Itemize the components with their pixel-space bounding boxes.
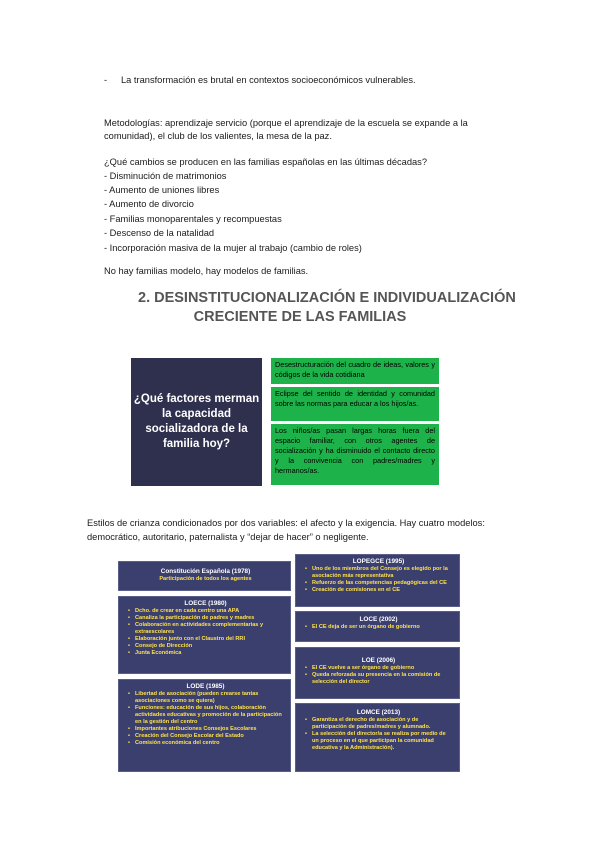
panel-list: [304, 566, 453, 594]
slide-question-text: ¿Qué factores merman la capacidad socializadora de la familia hoy?: [133, 393, 260, 450]
list-item: - Aumento de uniones libres: [104, 185, 220, 195]
panel-title: LOCE (2002): [359, 616, 398, 623]
list-item: • Junta Económica: [135, 650, 284, 657]
list-item: • Refuerzo de las competencias pedagógicas del CE: [312, 580, 453, 587]
lopegce-panel: [295, 554, 460, 607]
slide-title: [130, 289, 516, 327]
list-item: • Creación del Consejo Escolar del Estado: [135, 733, 284, 740]
panel-list: [127, 608, 284, 657]
slide-title-line2: CRECIENTE DE LAS FAMILIAS: [193, 309, 407, 325]
lode-panel: [118, 679, 291, 772]
panel-list: [304, 665, 453, 686]
methodologies-paragraph: Metodologías: aprendizaje servicio (porque el aprendizaje de la escuela se expande a la comunidad), el club de los valientes, la mesa de la paz.: [104, 118, 468, 141]
list-item: - Incorporación masiva de la mujer al trabajo (cambio de roles): [104, 243, 362, 253]
panel-title: LODE (1985): [186, 683, 225, 690]
intro-bullet-marker: -: [104, 75, 108, 85]
constitucion-panel: [118, 561, 291, 591]
parenting-styles-paragraph: Estilos de crianza condicionados por dos variables: el afecto y la exigencia. Hay cuatro modelos: democrático, autoritario, paternalista y “dejar de hacer” o negligente.: [87, 518, 485, 542]
list-item: • Garantiza el derecho de asociación y de participación de padres/madres y alumnado.: [312, 717, 453, 731]
factor-box-2: Eclipse del sentido de identidad y comunidad sobre las normas para educar a los hijos/as.: [271, 387, 439, 421]
loece-panel: [118, 596, 291, 674]
slide-title-line1: 2. DESINSTITUCIONALIZACIÓN E INDIVIDUALIZACIÓN: [138, 290, 516, 306]
list-item: • Comisión económica del centro: [135, 740, 284, 747]
panel-title: LOMCE (2013): [356, 709, 401, 716]
family-changes-question: ¿Qué cambios se producen en las familias españolas en las últimas décadas?: [104, 157, 427, 167]
list-item: - Descenso de la natalidad: [104, 228, 215, 238]
list-item: • Queda reforzada su presencia en la comisión de selección del director: [312, 672, 453, 686]
loce-panel: [295, 611, 460, 642]
panel-list: [127, 691, 284, 747]
list-item: • Importantes atribuciones Consejos Escolares: [135, 726, 284, 733]
list-item: • Colaboración en actividades complementarias y extraescolares: [135, 622, 284, 636]
loe-panel: [295, 647, 460, 699]
panel-title: LOECE (1980): [184, 600, 227, 607]
panel-list: [304, 624, 453, 631]
list-item: - Aumento de divorcio: [104, 199, 194, 209]
panel-title: LOE (2006): [361, 657, 396, 664]
lomce-panel: [295, 703, 460, 772]
list-item: - Familias monoparentales y recompuestas: [104, 214, 282, 224]
list-item: • Uno de los miembros del Consejo es elegido por la asociación más representativa: [312, 566, 453, 580]
list-item: - Disminución de matrimonios: [104, 171, 227, 181]
list-item: • La selección del director/a se realiza por medio de un proceso en el que participan la comunidad educativa y la Administración).: [312, 731, 453, 752]
list-item: • Consejo de Dirección: [135, 643, 284, 650]
intro-bullet-text: La transformación es brutal en contextos socioeconómicos vulnerables.: [121, 75, 416, 85]
list-item: • Funciones: educación de sus hijos, colaboración actividades educativas y promoción de la participación en la gestión del centro: [135, 705, 284, 726]
list-item: • El CE deja de ser un órgano de gobierno: [312, 624, 453, 631]
list-item: • Libertad de asociación (pueden crearse tantas asociaciones como se quiera): [135, 691, 284, 705]
list-item: • Dcho. de crear en cada centro una APA: [135, 608, 284, 615]
panel-title: LOPEGCE (1995): [352, 558, 405, 565]
factor-box-1: Desestructuración del cuadro de ideas, valores y códigos de la vida cotidiana: [271, 358, 439, 384]
list-item: • Canaliza la participación de padres y madres: [135, 615, 284, 622]
list-item: • El CE vuelve a ser órgano de gobierno: [312, 665, 453, 672]
list-item: • Elaboración junto con el Claustro del RRI: [135, 636, 284, 643]
panel-title: Constitución Española (1978): [160, 568, 251, 575]
slide-question-box: [131, 358, 262, 486]
list-item: • Creación de comisiones en el CE: [312, 587, 453, 594]
no-model-statement: No hay familias modelo, hay modelos de familias.: [104, 266, 309, 276]
panel-subtitle: Participación de todos los agentes: [159, 576, 252, 582]
factor-box-3: Los niños/as pasan largas horas fuera del espacio familiar, con otros agentes de socialización y ha disminuido el contacto directo y la convivencia con padres/madres y hermanos/as.: [271, 424, 439, 485]
panel-list: [304, 717, 453, 752]
